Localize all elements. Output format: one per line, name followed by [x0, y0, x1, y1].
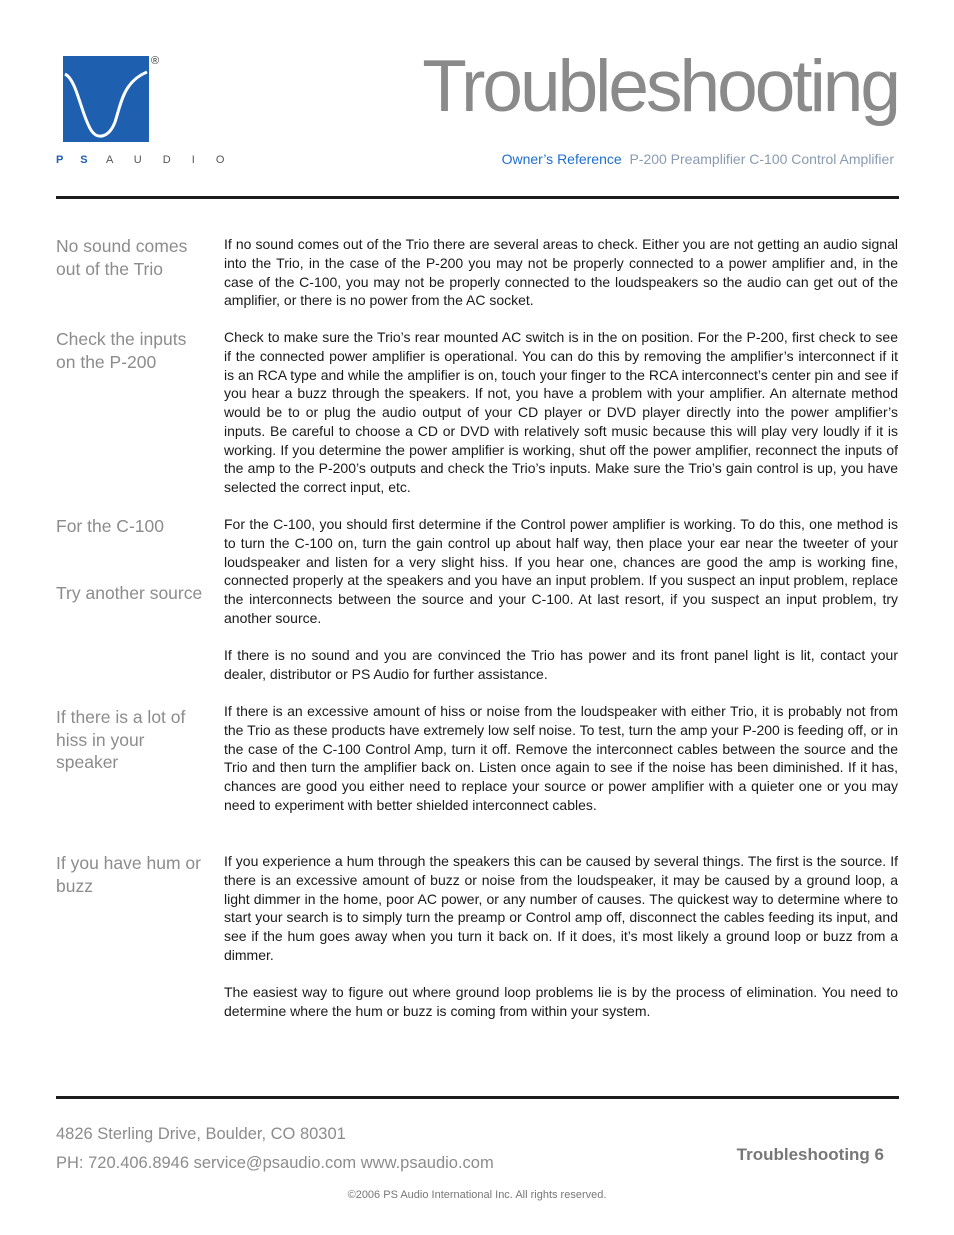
copyright-notice: ©2006 PS Audio International Inc. All rights reserved.: [347, 1189, 607, 1201]
header-divider: [56, 196, 899, 199]
footer-divider: [56, 1096, 899, 1099]
logo-wordmark-ps: P S: [56, 154, 95, 166]
paragraph-c100: For the C-100, you should first determine if the Control power amplifier is working. To do this, one method is to turn the C-100 on, turn the gain control up about half way, then place your ear near the tweeter of your loudspeaker and listen for a very slight hiss. If you hear one, chances are good the amp is working fine, connected properly at the speakers and you have an input problem. If you suspect an input problem, replace the interconnects between the source and your C-100. At last resort, if you suspect an input problem, try another source.: [224, 516, 898, 626]
registered-mark: ®: [151, 55, 160, 67]
footer-contact: PH: 720.406.8946 service@psaudio.com www.psaudio.com: [56, 1154, 494, 1172]
side-heading-hiss: If there is a lot of hiss in your speaker: [56, 707, 186, 772]
paragraph-hum: If you experience a hum through the speakers this can be caused by several things. The first is the source. If there is an excessive amount of buzz or noise from the loudspeaker, it may be caused by a ground loop, a light dimmer in the home, poor AC power, or any number of causes. The quickest way to determine where to start your search is to simply turn the preamp or Control amp off, disconnect the cables feeding its input, and see if the hum goes away when you turn it back on. If it does, it’s most likely a ground loop or buzz from a dimmer.: [224, 853, 898, 963]
footer-address: 4826 Sterling Drive, Boulder, CO 80301: [56, 1125, 346, 1143]
owners-reference-label: Owner’s Reference: [501, 151, 622, 167]
document-subtitle: [502, 151, 894, 167]
ps-audio-logo-icon: [63, 56, 149, 142]
side-heading-check-inputs: Check the inputs on the P-200: [56, 329, 187, 372]
logo-wordmark-audio: A U D I O: [105, 154, 234, 166]
side-heading-no-sound: No sound comes out of the Trio: [56, 236, 188, 279]
side-heading-try-source: Try another source: [56, 583, 203, 603]
model-label: P-200 Preamplifier C-100 Control Amplifier: [629, 151, 894, 167]
side-heading-c100: For the C-100: [56, 516, 164, 536]
paragraph-hiss: If there is an excessive amount of hiss or noise from the loudspeaker with either Trio, it is probably not from the Trio as these products have extremely low self noise. To test, turn the amp your P-200 is feeding off, or in the case of the C-100 Control Amp, turn it off. Remove the interconnect cables between the source and the Trio and then turn the amplifier back on. Listen once again to see if the noise has been diminished. If it has, chances are good you either need to replace your source or power amplifier with a quieter one or you may need to experiment with better shielded interconnect cables.: [224, 703, 898, 813]
page-title: Troubleshooting: [422, 46, 898, 127]
paragraph-ground-loop: The easiest way to figure out where ground loop problems lie is by the process of elimination. You need to determine where the hum or buzz is coming from within your system.: [224, 984, 898, 1019]
paragraph-no-sound: If no sound comes out of the Trio there are several areas to check. Either you are not getting an audio signal into the Trio, in the case of the P-200 you may not be properly connected to a power amplifier and, in the case of the C-100, you may not be properly connected to the loudspeakers so the audio can get out of the amplifier, or there is no power from the AC socket.: [224, 236, 898, 309]
paragraph-try-source: If there is no sound and you are convinced the Trio has power and its front panel light is lit, contact your dealer, distributor or PS Audio for further assistance.: [224, 647, 898, 682]
paragraph-check-inputs: Check to make sure the Trio’s rear mounted AC switch is in the on position. For the P-200, first check to see if the connected power amplifier is operational. You can do this by removing the amplifier’s interconnect if it is an RCA type and while the amplifier is on, touch your finger to the RCA interconnect’s center pin and see if you hear a buzz through the speakers. If not, you have a problem with your amplifier. An alternate method would be to or plug the audio output of your CD player or DVD player directly into the power amplifier’s inputs. Be careful to choose a CD or DVD with relatively soft music because this will play very loudly if it is working. If you determine the power amplifier is working, shut off the power amplifier, reconnect the inputs of the amp to the P-200’s outputs and check the Trio’s inputs. Make sure the Trio’s gain control is up, you have selected the correct input, etc.: [224, 329, 898, 495]
side-heading-hum: If you have hum or buzz: [56, 853, 201, 896]
page-number-label: Troubleshooting 6: [736, 1145, 884, 1164]
logo-wordmark: [56, 154, 233, 166]
